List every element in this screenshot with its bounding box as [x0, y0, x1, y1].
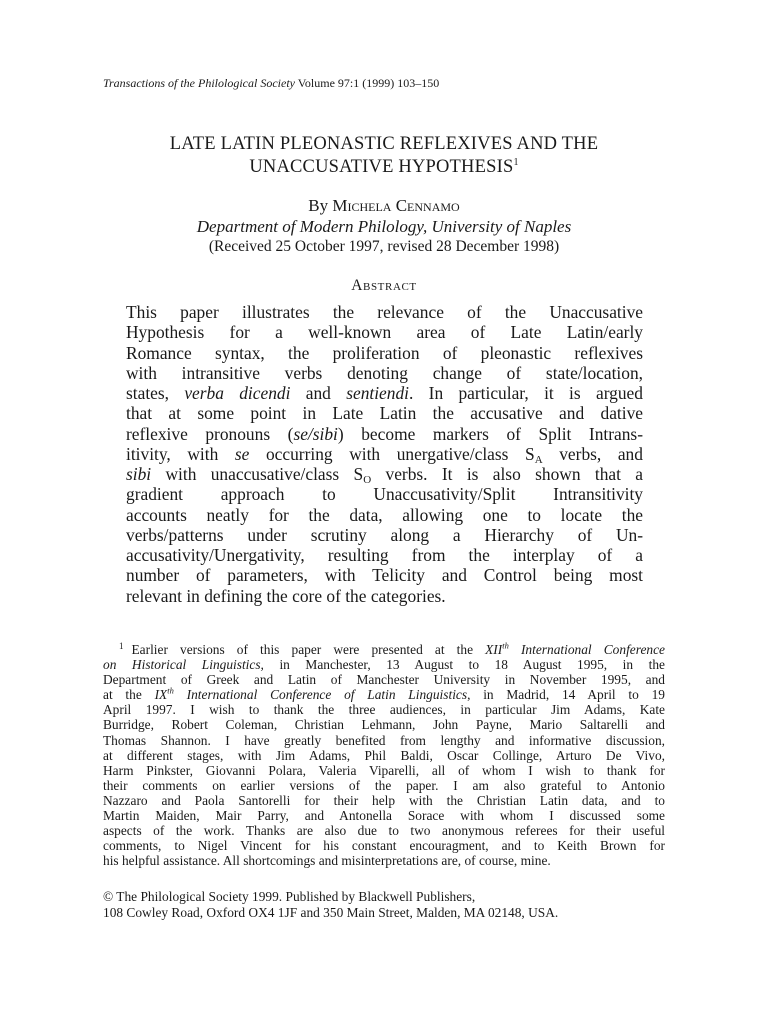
abstract-line: that at some point in Late Latin the accusative and dative — [126, 403, 643, 424]
title-footnote-mark: 1 — [513, 156, 519, 168]
abstract-line: verbs/patterns under scrutiny along a Hierarchy of Un- — [126, 524, 643, 545]
author-affiliation: Department of Modern Philology, University of Naples — [196, 217, 572, 236]
abstract-line: accounts neatly for the data, allowing one to locate the — [126, 504, 643, 525]
byline — [0, 195, 768, 217]
abstract-line: relevant in defining the core of the categories. — [126, 585, 446, 606]
abstract-line: reflexive pronouns (se/sibi) become markers of Split Intrans- — [126, 423, 643, 444]
abstract-line: sibi with unaccusative/class $S_O$ verbs. It is also shown that a — [126, 464, 643, 486]
journal-name: Transactions of the Philological Society — [103, 76, 295, 90]
footnote-mark: 1 — [119, 640, 124, 651]
footnote-line: their comments on earlier versions of the paper. I am also grateful to Antonio — [103, 777, 665, 793]
footnote-line: Department of Greek and Latin of Manchester University in November 1995, and — [103, 672, 665, 688]
footnote-line: aspects of the work. Thanks are also due to two anonymous referees for their useful — [103, 823, 665, 839]
title-text-1: LATE LATIN PLEONASTIC REFLEXIVES AND THE — [169, 134, 599, 154]
abstract-heading: Abstract — [351, 277, 417, 294]
footnote-line: on Historical Linguistics, in Manchester, 13 August to 18 August 1995, in the — [103, 657, 665, 673]
byline-prefix: By — [308, 196, 329, 215]
footnote-line: his helpful assistance. All shortcomings and misinterpretations are, of course, mine. — [103, 853, 551, 869]
abstract-line: states, verba dicendi and sentiendi. In particular, it is argued — [126, 383, 643, 403]
received-dates: (Received 25 October 1997, revised 28 December 1998) — [208, 238, 560, 255]
abstract-line: itivity, with se occurring with unergative/class $S_A$ verbs, and — [126, 443, 643, 466]
abstract-line: with intransitive verbs denoting change of state/location, — [126, 362, 643, 383]
footnote-line: $^1$ Earlier versions of this paper were presented at the XIIth International Conference — [119, 640, 665, 657]
footnote-line: at different stages, with Jim Adams, Phil Baldi, Oscar Collinge, Arturo De Vivo, — [103, 747, 665, 763]
abstract-line: Hypothesis for a well-known area of Late Latin/early — [126, 322, 643, 343]
footnote-line: Martin Maiden, Mair Parry, and Antonella Sorace with whom I discussed some — [103, 808, 665, 824]
abstract-line: gradient approach to Unaccusativity/Split Intransitivity — [126, 484, 643, 505]
copyright-notice — [103, 889, 558, 920]
abstract-body — [126, 302, 643, 606]
footnote-line: at the IXth International Conference of Latin Linguistics, in Madrid, 14 April to 19 — [103, 685, 665, 703]
copyright-line-1: © The Philological Society 1999. Published by Blackwell Publishers, — [103, 889, 476, 904]
footnote-line: Harm Pinkster, Giovanni Polara, Valeria Viparelli, all of whom I wish to thank for — [103, 762, 665, 778]
article-title-line-1 — [0, 133, 768, 156]
copyright-line-2: 108 Cowley Road, Oxford OX4 1JF and 350 Main Street, Malden, MA 02148, USA. — [103, 904, 559, 920]
title-text-2: UNACCUSATIVE HYPOTHESIS — [249, 157, 514, 177]
author-name: Michela Cennamo — [332, 196, 460, 215]
footnote-line: Thomas Shannon. I have greatly benefited from lengthy and informative discussion, — [103, 732, 665, 748]
journal-citation — [103, 76, 439, 90]
footnote-line: comments, to Nigel Vincent for his constant encouragment, and to Keith Brown for — [103, 838, 665, 854]
abstract-line: accusativity/Unergativity, resulting from the interplay of a — [126, 545, 643, 565]
footnote — [103, 642, 665, 868]
abstract-line: number of parameters, with Telicity and Control being most — [126, 565, 643, 586]
footnote-line: Burridge, Robert Coleman, Christian Lehmann, John Payne, Mario Saltarelli and — [103, 717, 665, 733]
article-title-line-2 — [0, 156, 768, 179]
footnote-line: Nazzaro and Paola Santorelli for their help with the Christian Latin data, and to — [103, 792, 665, 808]
abstract-line: This paper illustrates the relevance of the Unaccusative — [126, 302, 643, 322]
footnote-line: April 1997. I wish to thank the three audiences, in particular Jim Adams, Kate — [103, 702, 665, 718]
journal-volume: Volume 97:1 (1999) 103–150 — [297, 76, 440, 90]
abstract-line: Romance syntax, the proliferation of pleonastic reflexives — [126, 342, 643, 363]
